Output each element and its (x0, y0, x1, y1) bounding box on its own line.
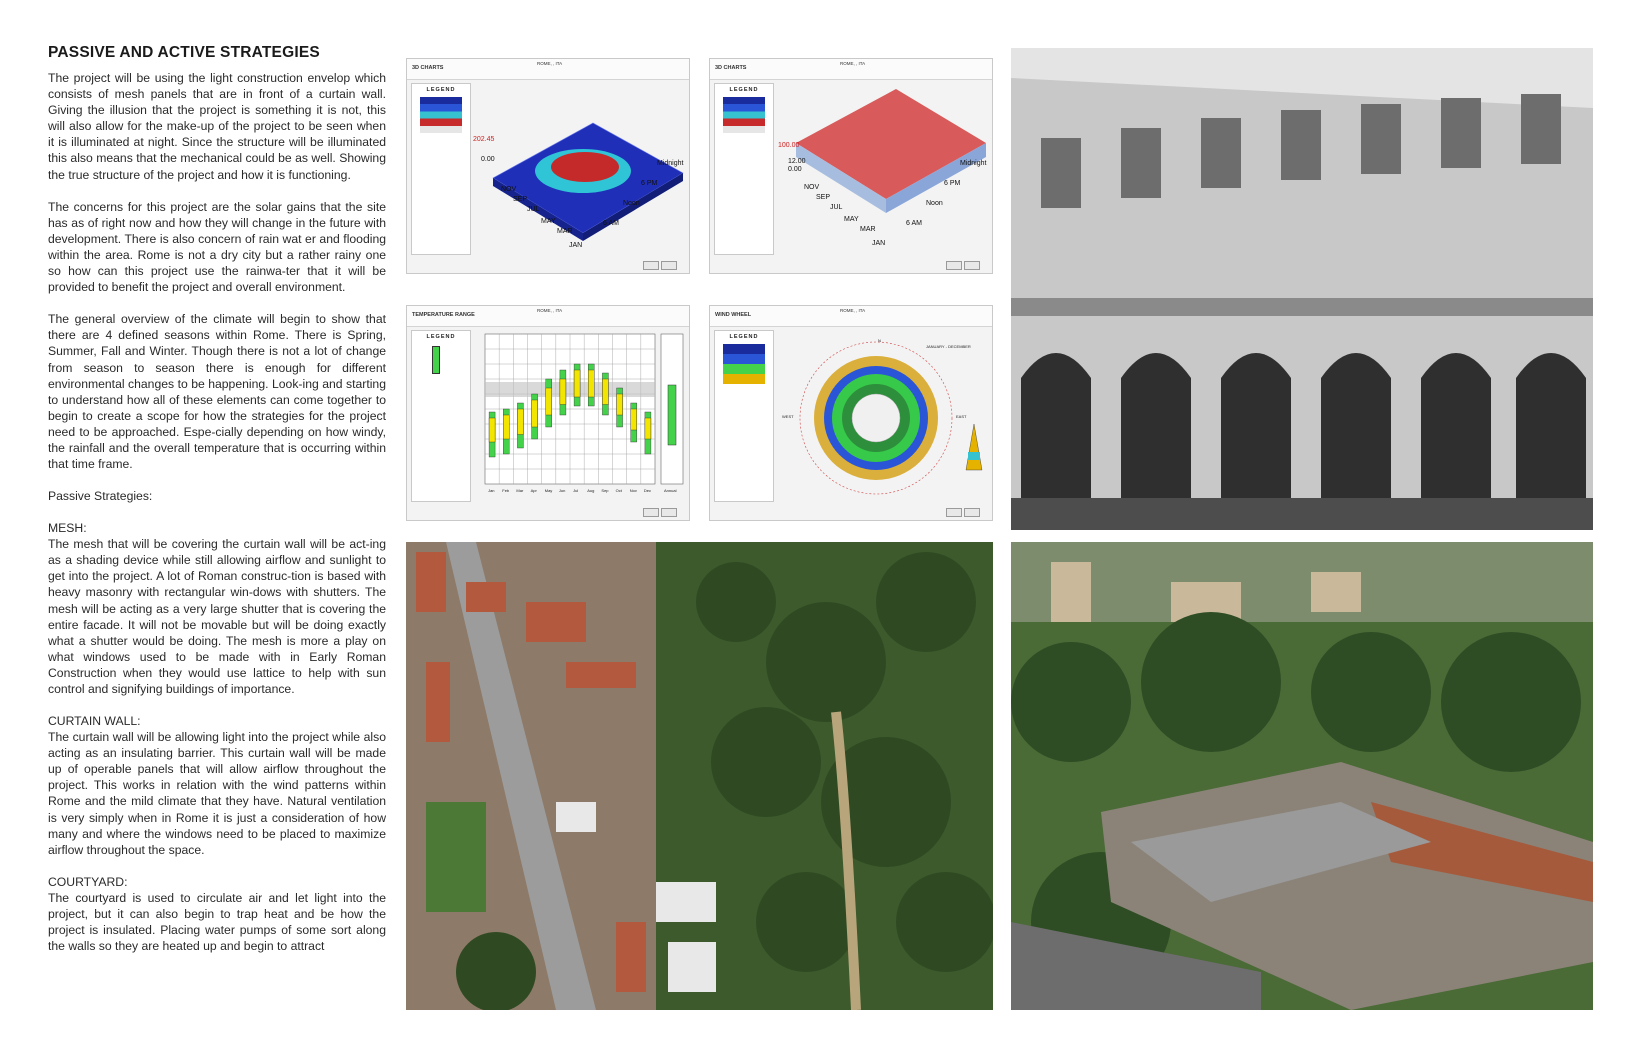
svg-text:JUL: JUL (830, 204, 843, 211)
chart1-location: ROME, , ITA (537, 61, 563, 66)
temp-average-bar (489, 418, 495, 442)
aerial-top-illustration (406, 542, 993, 1010)
wind-west-label: WEST (782, 414, 794, 419)
page-heading: PASSIVE AND ACTIVE STRATEGIES (48, 44, 320, 61)
aerial-oblique-photo (1011, 542, 1593, 1010)
chart4-ok-button[interactable] (946, 508, 962, 517)
courtyard-facade-illustration (1011, 48, 1593, 530)
month-tick-label: Feb (502, 488, 510, 493)
chart1-peak-label: 202.45 (473, 136, 495, 143)
svg-text:JUL: JUL (527, 206, 540, 213)
aerial-top-photo (406, 542, 993, 1010)
month-tick-label: Jan (488, 488, 495, 493)
month-tick-label: Dec (643, 488, 652, 493)
svg-text:6 PM: 6 PM (944, 180, 961, 187)
month-tick-label: Mar (516, 488, 524, 493)
temp-average-bar (602, 379, 608, 405)
svg-text:MAR: MAR (860, 226, 876, 233)
chart4-close-button[interactable] (964, 508, 980, 517)
chart2-ok-button[interactable] (946, 261, 962, 270)
month-tick-label: Aug (587, 488, 595, 493)
chart2-base-label: 0.00 (788, 166, 802, 173)
svg-text:MAY: MAY (844, 216, 859, 223)
temp-average-bar (617, 394, 623, 415)
svg-text:MAR: MAR (557, 228, 573, 235)
chart2-surface (776, 83, 990, 255)
wind-east-label: EAST (956, 414, 967, 419)
month-tick-label: May (544, 488, 553, 493)
courtyard-text: The courtyard is used to circulate air and let light into the project, but it can also begin to trap heat and be how the project is insulated. Placing water pumps of some sort along the walls so they are heated up and begin to attract (48, 890, 386, 954)
svg-text:MAY: MAY (541, 218, 556, 225)
svg-text:Noon: Noon (623, 200, 640, 207)
month-tick-label: Nov (629, 488, 637, 493)
courtyard-photo (1011, 48, 1593, 530)
svg-text:6 PM: 6 PM (641, 180, 658, 187)
chart4-legend: LEGEND (714, 330, 774, 502)
chart3-close-button[interactable] (661, 508, 677, 517)
chart1-surface (473, 83, 687, 255)
svg-text:JAN: JAN (569, 242, 583, 249)
chart4-wheel (776, 330, 990, 502)
chart3-legend: LEGEND (411, 330, 471, 502)
curtain-wall-title: CURTAIN WALL: (48, 714, 141, 729)
chart1-base-label: 0.00 (481, 156, 495, 163)
chart1-title: 3D CHARTS (412, 65, 444, 71)
chart3-ok-button[interactable] (643, 508, 659, 517)
wind-north-label: N (878, 338, 881, 343)
mesh-text: The mesh that will be covering the curtain wall will be act-ing as a shading device while still allowing airflow and sunlight to get into the project. A lot of Roman construc-tion is based with heavy masonry with rectangular win-dows with shutters. The mesh will be acting as a very large shutter that is covering the entire facade. It will not be movable but will be doing exactly what a shutter would be doing. The mesh is more a play on what windows used to be made with in Early Roman Construction when they would use lattice to help with sun control and signifying buildings of importance. (48, 537, 386, 696)
svg-text:JAN: JAN (872, 240, 886, 247)
chart-wind-wheel (709, 305, 993, 521)
temp-average-bar (574, 370, 580, 397)
svg-text:NOV: NOV (804, 184, 820, 191)
chart2-title: 3D CHARTS (715, 65, 747, 71)
paragraph-climate: The general overview of the climate will begin to show that there are 4 defined seasons within Rome. There is Spring, Summer, Fall and Winter. Though there is not a lot of change from season to season there is enough for different environmental changes to be happening. Look-ing and starting to understand how all of these elements can come together to begin to create a scope for how the strategies for the project need to be approached. Espe-cially depending on how windy, the rainfall and the overall temperature that is occurring within that time frame. (48, 312, 386, 472)
chart-3d-radiation (406, 58, 690, 274)
aerial-oblique-illustration (1011, 542, 1593, 1010)
chart3-title: TEMPERATURE RANGE (412, 312, 475, 318)
annual-label: Annual (664, 488, 677, 493)
month-tick-label: Sep (601, 488, 609, 493)
chart2-legend: LEGEND (714, 83, 774, 255)
svg-text:Midnight: Midnight (657, 160, 684, 167)
svg-text:6 AM: 6 AM (603, 220, 619, 227)
chart-temperature-range (406, 305, 690, 521)
svg-text:6 AM: 6 AM (906, 220, 922, 227)
annual-bar (668, 385, 676, 445)
paragraph-envelope: The project will be using the light construction envelop which consists of mesh panels that are in front of a curtain wall. Giving the illusion that the project is something it is not, this will also allow for the make-up of the project to be seen when it is illuminated at night. Since the structure will be illuminated this also means that the mechanical could be as well. Showing the true structure of the project and how it is functioning. (48, 71, 386, 182)
svg-text:Noon: Noon (926, 200, 943, 207)
temp-average-bar (560, 379, 566, 405)
temp-average-bar (588, 370, 594, 397)
temp-average-bar (546, 388, 552, 415)
text-column (48, 44, 386, 954)
month-tick-label: Jul (573, 488, 579, 493)
temp-average-bar (503, 415, 509, 439)
courtyard-title: COURTYARD: (48, 874, 128, 889)
temp-average-bar (645, 418, 651, 439)
mesh-title: MESH: (48, 521, 87, 536)
chart1-close-button[interactable] (661, 261, 677, 270)
svg-text:NOV: NOV (501, 186, 517, 193)
chart3-location: ROME, , ITA (537, 308, 563, 313)
svg-text:SEP: SEP (816, 194, 831, 201)
month-tick-label: Apr (530, 488, 537, 493)
paragraph-concerns: The concerns for this project are the solar gains that the site has as of right now and how they will change in the future with development. There is also concern of rain wat er and flooding within the area. Rome is not a dry city but a rather rainy one so how can this project use the rainwa-ter that it will be provided to benefit the project and overall environment. (48, 199, 386, 295)
svg-text:SEP: SEP (513, 196, 528, 203)
chart2-close-button[interactable] (964, 261, 980, 270)
chart1-ok-button[interactable] (643, 261, 659, 270)
passive-strategies-label: Passive Strategies: (48, 489, 153, 504)
temp-average-bar (517, 409, 523, 435)
wind-period-label: JANUARY - DECEMBER (926, 344, 971, 349)
chart2-location: ROME, , ITA (840, 61, 866, 66)
temp-average-bar (532, 400, 538, 427)
chart-3d-humidity (709, 58, 993, 274)
svg-text:Midnight: Midnight (960, 160, 987, 167)
comfort-zone-band (485, 382, 655, 397)
month-tick-label: Oct (615, 488, 622, 493)
temp-average-bar (631, 409, 637, 430)
month-tick-label: Jun (558, 488, 566, 493)
curtain-wall-text: The curtain wall will be allowing light into the project while also acting as an insulating barrier. This curtain wall will be made up of operable panels that will allow airflow throughout the project. This works in relation with the wind patterns within Rome and the mild climate that they have. Natural ventilation is very simply when in Rome it is just a consideration of how many and where the windows need to be placed to maximize airflow throughout the space. (48, 730, 386, 857)
chart4-location: ROME, , ITA (840, 308, 866, 313)
chart4-title: WIND WHEEL (715, 312, 752, 318)
chart1-legend: LEGEND (411, 83, 471, 255)
chart2-peak-label: 100.00 (778, 142, 800, 149)
chart3-plot (473, 330, 687, 502)
chart2-mid-label: 12.00 (788, 158, 806, 165)
